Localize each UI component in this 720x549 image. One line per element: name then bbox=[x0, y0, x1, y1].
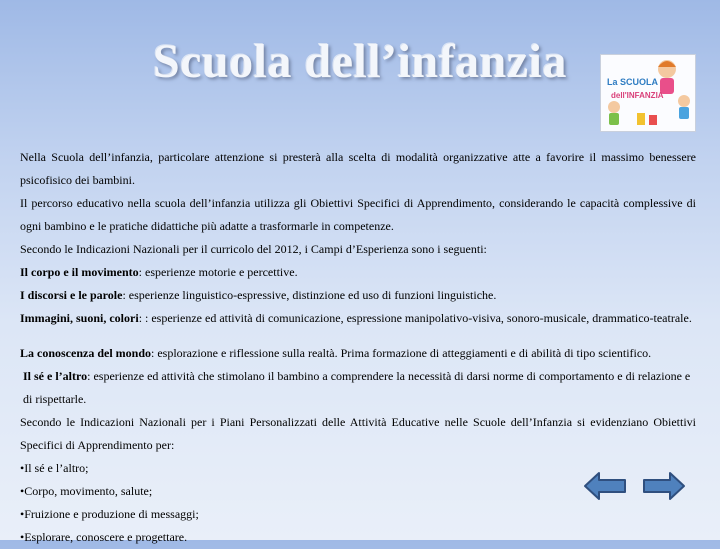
campi-intro-paragraph: Secondo le Indicazioni Nazionali per il curricolo del 2012, i Campi d’Esperienza sono i seguenti: bbox=[20, 242, 487, 256]
bullet-item: •Esplorare, conoscere e progettare. bbox=[20, 530, 188, 544]
campo-desc: : esplorazione e riflessione sulla realtà. Prima formazione di atteggiamenti e di abilità di tipo scientifico. bbox=[151, 346, 652, 360]
campo-item bbox=[20, 261, 696, 284]
previous-slide-button[interactable] bbox=[583, 471, 627, 501]
obiettivi-paragraph: Secondo le Indicazioni Nazionali per i Piani Personalizzati delle Attività Educative nelle Scuole dell’Infanzia si evidenziano Obiettivi Specifici di Apprendimento per: bbox=[20, 415, 696, 452]
campo-term: Il corpo e il movimento bbox=[20, 265, 139, 279]
campo-term: Il sé e l’altro bbox=[23, 369, 88, 383]
bullet-item: •Fruizione e produzione di messaggi; bbox=[20, 507, 199, 521]
campo-desc: : esperienze motorie e percettive. bbox=[138, 265, 298, 279]
bullet-item: •Il sé e l’altro; bbox=[20, 461, 89, 475]
campo-desc: : esperienze ed attività che stimolano il bambino a comprendere la necessità di darsi norme di comportamento e di relazione e di rispettarle. bbox=[23, 369, 691, 406]
educational-path-paragraph: Il percorso educativo nella scuola dell’infanzia utilizza gli Obiettivi Specifici di Apprendimento, considerando le capacità complessive di ogni bambino e le pratiche didattiche più adatte a trasformarle in competenze. bbox=[20, 196, 696, 233]
campo-item bbox=[20, 307, 696, 330]
arrow-left-icon bbox=[583, 471, 627, 501]
campo-desc: : esperienze linguistico-espressive, distinzione ed uso di funzioni linguistiche. bbox=[122, 288, 497, 302]
school-logo bbox=[600, 54, 696, 132]
campo-item bbox=[20, 284, 696, 307]
campo-term: La conoscenza del mondo bbox=[20, 346, 152, 360]
bullet-item: •Corpo, movimento, salute; bbox=[20, 484, 153, 498]
intro-paragraph: Nella Scuola dell’infanzia, particolare attenzione si presterà alla scelta di modalità organizzative atte a favorire il massimo benessere psicofisico dei bambini. bbox=[20, 150, 696, 187]
arrow-right-icon bbox=[642, 471, 686, 501]
campo-desc: : : esperienze ed attività di comunicazione, espressione manipolativo-visiva, sonoro-musicale, drammatico-teatrale. bbox=[138, 311, 692, 325]
next-slide-button[interactable] bbox=[642, 471, 686, 501]
campo-term: I discorsi e le parole bbox=[20, 288, 123, 302]
logo-text-line2: dell'INFANZIA bbox=[611, 91, 664, 100]
campo-item bbox=[20, 365, 696, 411]
campo-item bbox=[20, 342, 696, 365]
campo-term: Immagini, suoni, colori bbox=[20, 311, 139, 325]
logo-text-line1: La SCUOLA bbox=[607, 77, 659, 87]
slide-title: Scuola dell’infanzia bbox=[152, 35, 568, 88]
